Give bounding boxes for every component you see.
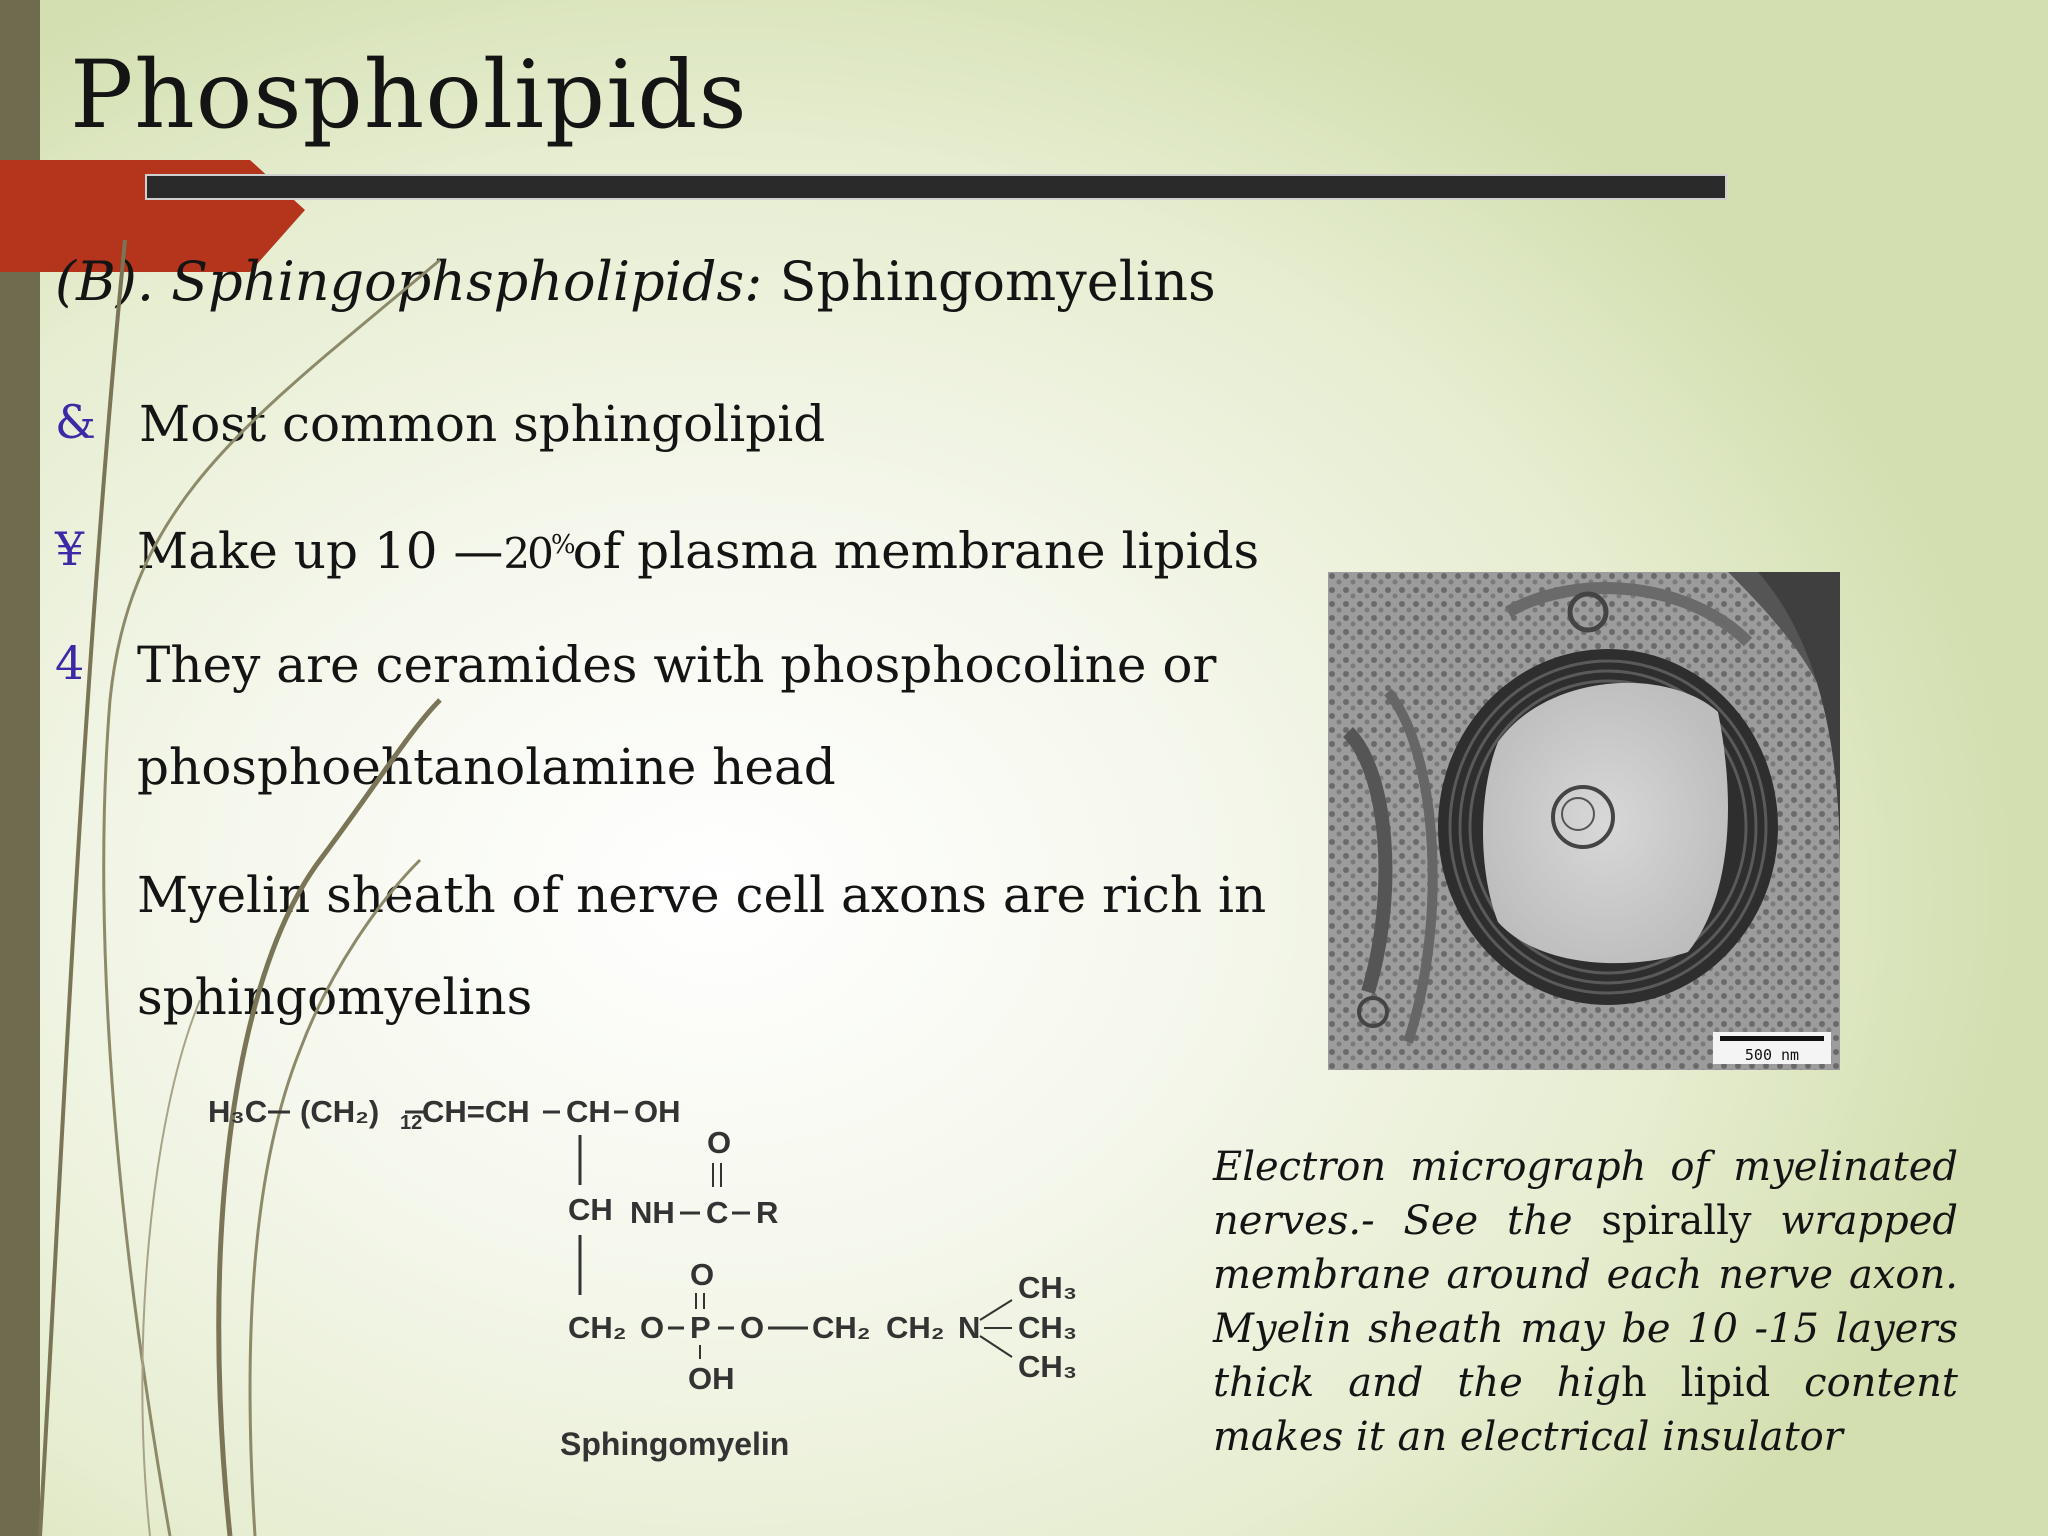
bullet-text: Most common sphingolipid bbox=[139, 395, 826, 453]
percent-sign: % bbox=[550, 530, 573, 560]
structure-name: Sphingomyelin bbox=[560, 1426, 790, 1462]
struct-ch: CH bbox=[568, 1192, 613, 1227]
struct-ch3c: CH₃ bbox=[1018, 1349, 1078, 1384]
caption-text: content makes it an electrical insulator bbox=[1213, 1360, 1959, 1460]
caption-text: wrapped membrane around each nerve axon. Myelin sheath may be 10 -15 layers thick and the hig bbox=[1213, 1198, 1958, 1406]
struct-ch3b: CH₃ bbox=[1018, 1310, 1078, 1345]
struct-ch2: (CH₂) bbox=[300, 1094, 380, 1129]
struct-r: R bbox=[756, 1195, 779, 1230]
caption-text-upright: spirally bbox=[1601, 1198, 1752, 1244]
struct-o1: O bbox=[640, 1310, 665, 1345]
struct-ch3a: CH₃ bbox=[1018, 1270, 1078, 1305]
bullet-text-line1: They are ceramides with phosphocoline or bbox=[137, 636, 1217, 694]
struct-nh: NH bbox=[630, 1195, 675, 1230]
percent-value bbox=[503, 529, 572, 578]
bullet-text-end: of plasma membrane lipids bbox=[572, 522, 1260, 580]
struct-o2: O bbox=[740, 1310, 765, 1345]
subtitle-category: (B). Sphingophspholipids: bbox=[55, 250, 763, 313]
scale-bar-label: 500 nm bbox=[1744, 1046, 1800, 1064]
struct-oh-phosphate: OH bbox=[688, 1361, 735, 1396]
page-title: Phospholipids bbox=[70, 41, 748, 150]
percent-number: 20 bbox=[503, 529, 551, 578]
bullet-text-start: Make up 10 bbox=[137, 522, 454, 580]
bullet-text-line2: sphingomyelins bbox=[137, 968, 533, 1026]
title-underline-bar bbox=[145, 174, 1727, 200]
micrograph-caption bbox=[1213, 1140, 1958, 1464]
bullet-symbol: 4 bbox=[55, 636, 85, 690]
struct-ch2a: CH₂ bbox=[812, 1310, 871, 1345]
bullet-text-line1: Myelin sheath of nerve cell axons are rich in bbox=[137, 866, 1267, 924]
struct-oh: OH bbox=[634, 1094, 681, 1129]
struct-p: P bbox=[690, 1310, 711, 1345]
caption-text: Electron micrograph of myelinated nerves.- See the bbox=[1213, 1144, 1958, 1244]
bullet-text bbox=[137, 522, 1259, 580]
struct-ch-oh: CH bbox=[566, 1094, 611, 1129]
bullet-symbol: & bbox=[55, 395, 96, 449]
struct-h3c: H₃C bbox=[208, 1094, 268, 1129]
struct-ch2b: CH₂ bbox=[886, 1310, 945, 1345]
caption-text-upright: h lipid bbox=[1620, 1360, 1771, 1406]
bullet-symbol: ¥ bbox=[55, 522, 85, 576]
struct-c: C bbox=[706, 1195, 729, 1230]
bullet-text-line2: phosphoehtanolamine head bbox=[137, 738, 836, 796]
range-dash: — bbox=[453, 522, 504, 580]
electron-micrograph-image bbox=[1328, 572, 1840, 1070]
subtitle-topic: Sphingomyelins bbox=[762, 250, 1216, 313]
struct-alkene: CH=CH bbox=[422, 1094, 530, 1129]
struct-ch2-count: 12 bbox=[400, 1112, 423, 1134]
struct-ch2-o: CH₂ bbox=[568, 1310, 627, 1345]
struct-o-phosphoryl: O bbox=[690, 1257, 715, 1292]
struct-o-carbonyl: O bbox=[707, 1125, 732, 1160]
struct-n: N bbox=[958, 1310, 981, 1345]
sphingomyelin-structure-diagram bbox=[200, 1085, 1100, 1485]
subtitle bbox=[55, 250, 1216, 313]
